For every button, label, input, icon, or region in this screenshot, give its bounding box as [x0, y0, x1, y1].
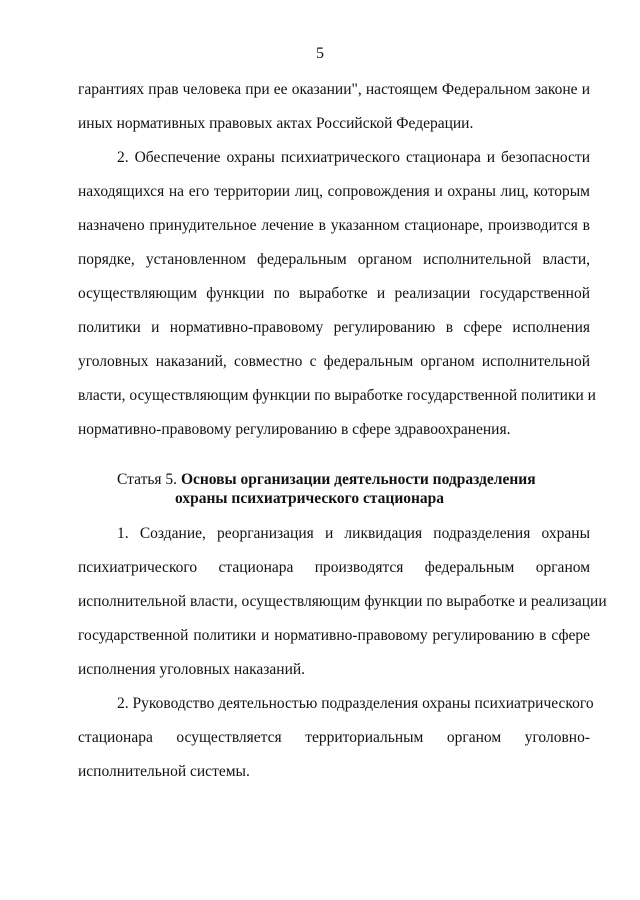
text-line: осуществляющим функции по выработке и реализации государственной: [78, 285, 590, 302]
text-line: нормативно-правовому регулированию в сфере здравоохранения.: [78, 421, 511, 438]
article-label: Статья 5.: [117, 471, 178, 488]
text-line: власти, осуществляющим функции по выработке государственной политики и: [78, 387, 596, 404]
text-line: иных нормативных правовых актах Российской Федерации.: [78, 115, 474, 132]
article-heading-continued: [175, 489, 444, 509]
text-line: 1. Создание, реорганизация и ликвидация подразделения охраны: [117, 525, 590, 542]
text-line: стационара осуществляется территориальным органом уголовно-: [78, 729, 590, 746]
text-line: психиатрического стационара производятся федеральным органом: [78, 559, 590, 576]
text-line: исполнения уголовных наказаний.: [78, 661, 306, 678]
article-title-line2: охраны психиатрического стационара: [175, 490, 445, 507]
text-line: государственной политики и нормативно-правовому регулированию в сфере: [78, 627, 590, 644]
text-line: гарантиях прав человека при ее оказании", настоящем Федеральном законе и: [78, 81, 590, 98]
text-line: назначено принудительное лечение в указанном стационаре, производится в: [78, 217, 590, 234]
text-line: 2. Обеспечение охраны психиатрического стационара и безопасности: [117, 149, 590, 166]
text-line: 2. Руководство деятельностью подразделения охраны психиатрического: [117, 695, 594, 712]
text-line: находящихся на его территории лиц, сопровождения и охраны лиц, которым: [78, 183, 590, 200]
article-title-line1: Основы организации деятельности подразделения: [180, 471, 536, 488]
text-line: уголовных наказаний, совместно с федеральным органом исполнительной: [78, 353, 590, 370]
article-heading: [117, 470, 536, 490]
text-line: исполнительной системы.: [78, 763, 250, 780]
text-line: исполнительной власти, осуществляющим функции по выработке и реализации: [78, 593, 607, 610]
text-line: политики и нормативно-правовому регулированию в сфере исполнения: [78, 319, 590, 336]
text-line: порядке, установленном федеральным органом исполнительной власти,: [78, 251, 590, 268]
page-number: 5: [316, 45, 324, 62]
